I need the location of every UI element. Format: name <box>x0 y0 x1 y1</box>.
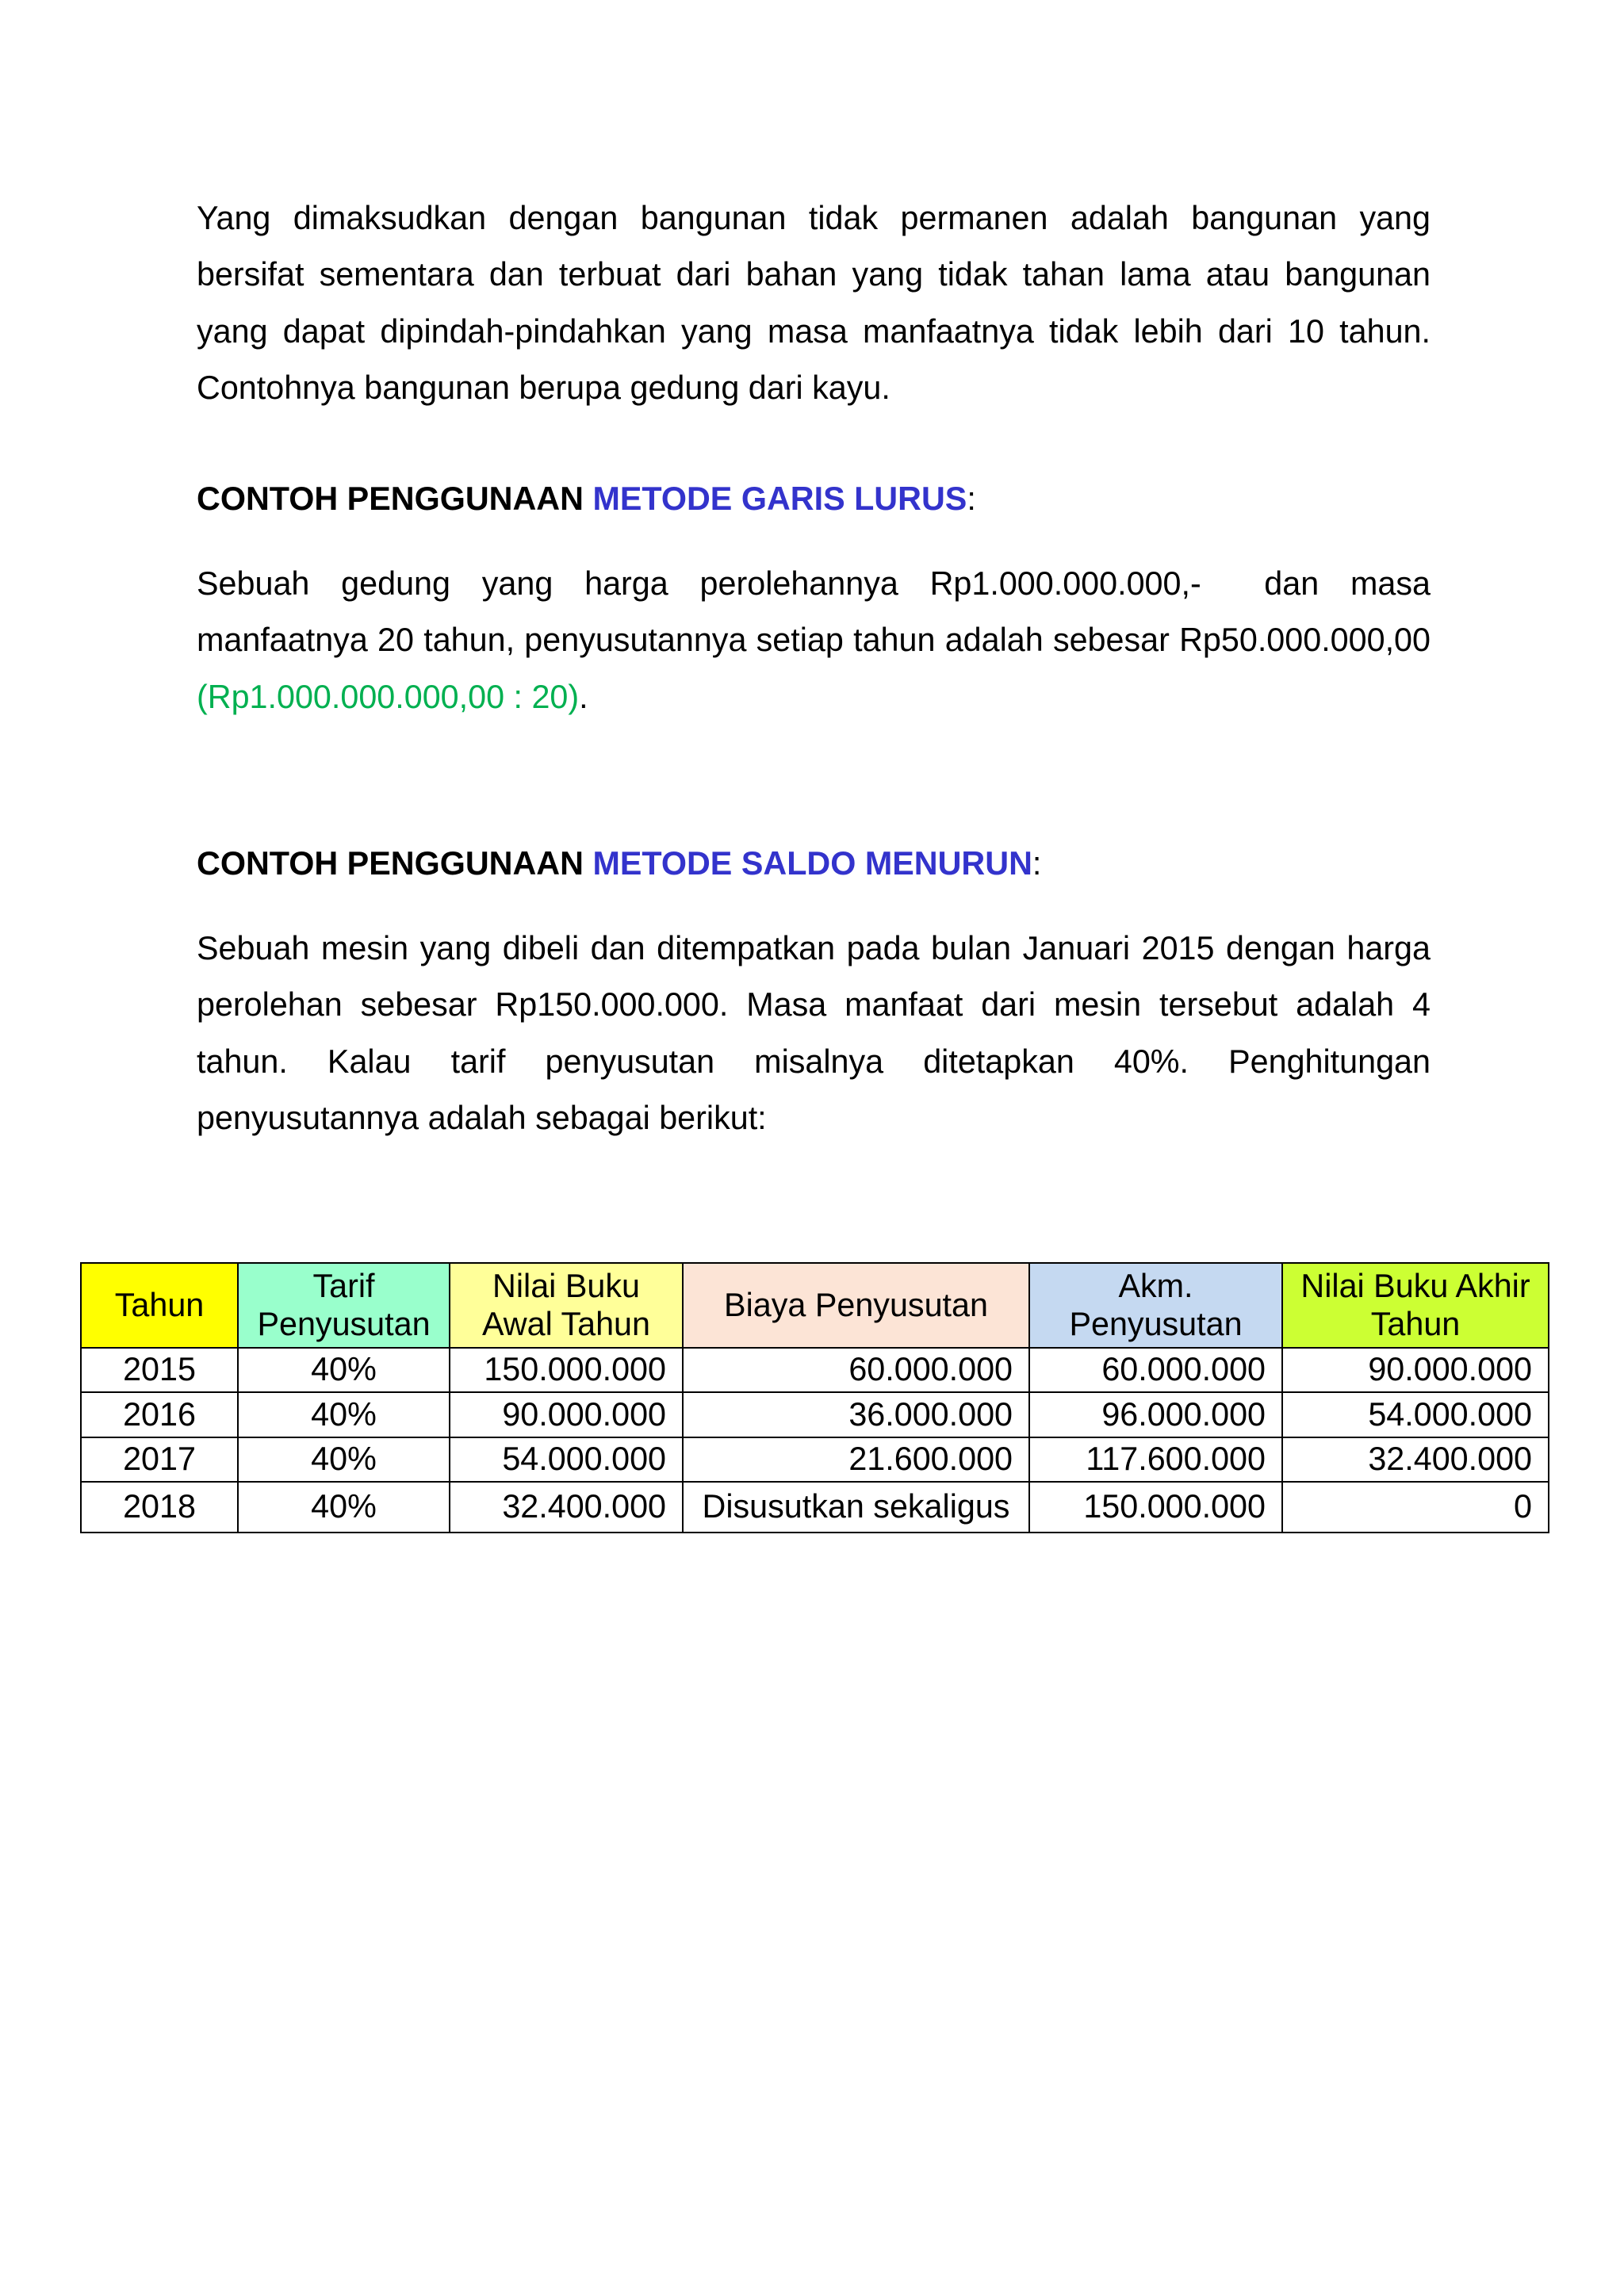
heading-colon: : <box>1032 845 1042 882</box>
cell-nilai-buku-awal: 32.400.000 <box>450 1482 683 1533</box>
cell-akumulasi-penyusutan: 117.600.000 <box>1029 1437 1282 1482</box>
calculation-period: . <box>579 678 588 715</box>
table-row <box>81 1392 1549 1437</box>
intro-paragraph <box>197 190 1431 416</box>
paragraph-line <box>197 669 1431 725</box>
header-tarif-penyusutan: Tarif Penyusutan <box>238 1263 450 1348</box>
table-row <box>81 1348 1549 1392</box>
paragraph-line: Yang dimaksudkan dengan bangunan tidak permanen adalah bangunan yang <box>197 200 1431 236</box>
cell-nilai-buku-akhir: 32.400.000 <box>1282 1437 1549 1482</box>
straight-line-paragraph <box>197 556 1431 725</box>
depreciation-table <box>80 1262 1549 1533</box>
heading-method-name: METODE GARIS LURUS <box>592 480 967 517</box>
cell-tarif: 40% <box>238 1392 450 1437</box>
header-nilai-buku-awal: Nilai Buku Awal Tahun <box>450 1263 683 1348</box>
cell-tahun: 2016 <box>81 1392 238 1437</box>
heading-prefix: CONTOH PENGGUNAAN <box>197 845 584 882</box>
paragraph-line: manfaatnya 20 tahun, penyusutannya setiap tahun adalah sebesar Rp50.000.000,00 <box>197 622 1431 659</box>
cell-nilai-buku-akhir: 54.000.000 <box>1282 1392 1549 1437</box>
cell-biaya-penyusutan: 21.600.000 <box>683 1437 1029 1482</box>
cell-akumulasi-penyusutan: 60.000.000 <box>1029 1348 1282 1392</box>
cell-tarif: 40% <box>238 1348 450 1392</box>
header-tahun: Tahun <box>81 1263 238 1348</box>
cell-akumulasi-penyusutan: 96.000.000 <box>1029 1392 1282 1437</box>
paragraph-line: Contohnya bangunan berupa gedung dari kayu. <box>197 369 891 406</box>
paragraph-line: penyusutannya adalah sebagai berikut: <box>197 1099 767 1136</box>
header-biaya-penyusutan: Biaya Penyusutan <box>683 1263 1029 1348</box>
cell-nilai-buku-awal: 150.000.000 <box>450 1348 683 1392</box>
cell-nilai-buku-akhir: 90.000.000 <box>1282 1348 1549 1392</box>
section-heading-declining-balance <box>197 836 1431 892</box>
paragraph-line: Sebuah mesin yang dibeli dan ditempatkan pada bulan Januari 2015 dengan harga <box>197 930 1431 966</box>
heading-colon: : <box>967 480 976 517</box>
cell-biaya-penyusutan: 60.000.000 <box>683 1348 1029 1392</box>
heading-prefix: CONTOH PENGGUNAAN <box>197 480 584 517</box>
declining-balance-paragraph <box>197 920 1431 1146</box>
paragraph-line: Sebuah gedung yang harga perolehannya Rp1.000.000.000,- dan masa <box>197 565 1431 602</box>
cell-nilai-buku-awal: 54.000.000 <box>450 1437 683 1482</box>
cell-tahun: 2018 <box>81 1482 238 1533</box>
heading-method-name: METODE SALDO MENURUN <box>592 845 1032 882</box>
table-row <box>81 1482 1549 1533</box>
calculation-formula: (Rp1.000.000.000,00 : 20) <box>197 678 580 715</box>
cell-tarif: 40% <box>238 1482 450 1533</box>
table-header-row <box>81 1263 1549 1348</box>
cell-nilai-buku-akhir: 0 <box>1282 1482 1549 1533</box>
cell-akumulasi-penyusutan: 150.000.000 <box>1029 1482 1282 1533</box>
paragraph-line: tahun. Kalau tarif penyusutan misalnya ditetapkan 40%. Penghitungan <box>197 1043 1431 1080</box>
cell-biaya-penyusutan: 36.000.000 <box>683 1392 1029 1437</box>
cell-tahun: 2015 <box>81 1348 238 1392</box>
cell-biaya-penyusutan: Disusutkan sekaligus <box>683 1482 1029 1533</box>
paragraph-line: yang dapat dipindah-pindahkan yang masa manfaatnya tidak lebih dari 10 tahun. <box>197 312 1431 350</box>
paragraph-line: bersifat sementara dan terbuat dari bahan yang tidak tahan lama atau bangunan <box>197 256 1431 293</box>
table-row <box>81 1437 1549 1482</box>
header-akumulasi-penyusutan: Akm. Penyusutan <box>1029 1263 1282 1348</box>
paragraph-line: perolehan sebesar Rp150.000.000. Masa manfaat dari mesin tersebut adalah 4 <box>197 986 1431 1024</box>
cell-nilai-buku-awal: 90.000.000 <box>450 1392 683 1437</box>
section-heading-straight-line <box>197 471 1431 527</box>
cell-tarif: 40% <box>238 1437 450 1482</box>
cell-tahun: 2017 <box>81 1437 238 1482</box>
header-nilai-buku-akhir: Nilai Buku Akhir Tahun <box>1282 1263 1549 1348</box>
